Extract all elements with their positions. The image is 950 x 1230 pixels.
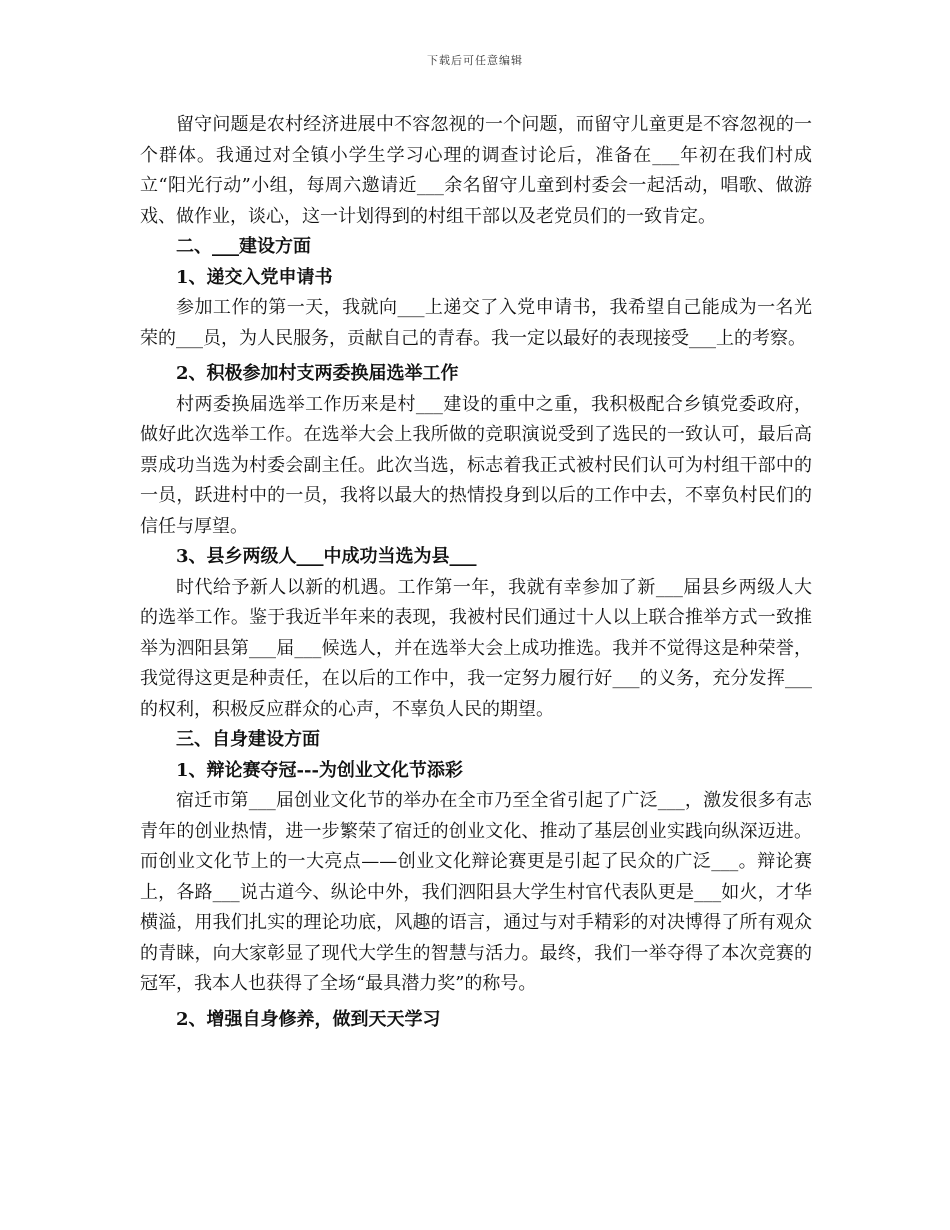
- section-heading-self-development: 三、自身建设方面: [176, 729, 320, 750]
- paragraph-county-election: 时代给予新人以新的机遇。工作第一年，我就有幸参加了新___届县乡两级人大的选举工作。鉴于我近半年来的表现，我被村民们通过十人以上联合推举方式一致推举为泗阳县第___届___候选人，并在选举大会上成功推选。我并不觉得这是种荣誉，我觉得这更是种责任，在以后的工作中，我一定努力履行好___的义务，充分发挥___的权利，积极反应群众的心声，不辜负人民的期望。: [140, 576, 812, 720]
- paragraph-left-behind-children: 留守问题是农村经济进展中不容忽视的一个问题，而留守儿童更是不容忽视的一个群体。我通过对全镇小学生学习心理的调查讨论后，准备在___年初在我们村成立“阳光行动”小组，每周六邀请近___余名留守儿童到村委会一起活动，唱歌、做游戏、做作业，谈心，这一计划得到的村组干部以及老党员们的一致肯定。: [140, 114, 812, 227]
- subheading-county-election: 3、县乡两级人___中成功当选为县___: [176, 546, 477, 567]
- paragraph-election-work: 村两委换届选举工作历来是村___建设的重中之重，我积极配合乡镇党委政府，做好此次选举工作。在选举大会上我所做的竞职演说受到了选民的一致认可，最后高票成功当选为村委会副主任。此次当选，标志着我正式被村民们认可为村组干部中的一员，跃进村中的一员，我将以最大的热情投身到以后的工作中去，不辜负村民们的信任与厚望。: [140, 393, 812, 537]
- document-body: [140, 110, 812, 1035]
- paragraph-debate-win: 宿迁市第___届创业文化节的举办在全市乃至全省引起了广泛___，激发很多有志青年的创业热情，进一步繁荣了宿迁的创业文化、推动了基层创业实践向纵深迈进。而创业文化节上的一大亮点——创业文化辩论赛更是引起了民众的广泛___。辩论赛上，各路___说古道今、纵论中外，我们泗阳县大学生村官代表队更是___如火，才华横溢，用我们扎实的理论功底，风趣的语言，通过与对手精彩的对决博得了所有观众的青睐，向大家彰显了现代大学生的智慧与活力。最终，我们一举夺得了本次竞赛的冠军，我本人也获得了全场“最具潜力奖”的称号。: [140, 790, 812, 994]
- subheading-debate-win: 1、辩论赛夺冠---为创业文化节添彩: [176, 759, 463, 781]
- subheading-self-study: 2、增强自身修养，做到天天学习: [176, 1008, 441, 1030]
- page-header: 下载后可任意编辑: [427, 54, 523, 67]
- subheading-election-work: 2、积极参加村支两委换届选举工作: [176, 363, 459, 384]
- section-heading-construction: 二、___建设方面: [176, 236, 311, 257]
- subheading-party-application: 1、递交入党申请书: [176, 266, 333, 288]
- paragraph-party-application: 参加工作的第一天，我就向___上递交了入党申请书，我希望自己能成为一名光荣的___员，为人民服务，贡献自己的青春。我一定以最好的表现接受___上的考察。: [140, 297, 812, 349]
